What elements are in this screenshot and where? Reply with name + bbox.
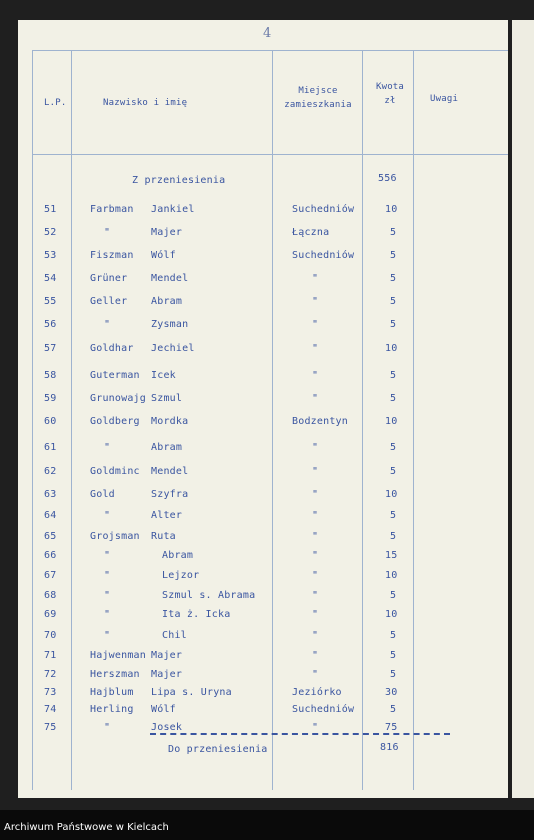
row-surname: Goldhar bbox=[90, 343, 134, 354]
row-place: " bbox=[312, 370, 319, 381]
row-given: Majer bbox=[151, 669, 183, 680]
table-border-top bbox=[32, 50, 508, 51]
row-surname: " bbox=[104, 510, 111, 521]
row-place: Suchedniów bbox=[292, 704, 355, 715]
carry-in-label: Z przeniesienia bbox=[132, 175, 226, 186]
row-given: Abram bbox=[151, 296, 183, 307]
row-given: Majer bbox=[151, 650, 183, 661]
row-lp: 67 bbox=[44, 570, 57, 581]
row-place: " bbox=[312, 609, 319, 620]
row-place: " bbox=[312, 393, 319, 404]
total-dashed-rule bbox=[150, 733, 450, 735]
header-name: Nazwisko i imię bbox=[103, 98, 188, 108]
row-lp: 55 bbox=[44, 296, 57, 307]
row-place: " bbox=[312, 630, 319, 641]
row-lp: 74 bbox=[44, 704, 57, 715]
row-amount: 10 bbox=[385, 343, 398, 354]
row-amount: 5 bbox=[390, 296, 397, 307]
row-amount: 10 bbox=[385, 416, 398, 427]
row-place: " bbox=[312, 722, 319, 733]
row-lp: 71 bbox=[44, 650, 57, 661]
row-place: " bbox=[312, 442, 319, 453]
row-place: " bbox=[312, 590, 319, 601]
row-surname: Geller bbox=[90, 296, 128, 307]
row-surname: " bbox=[104, 570, 111, 581]
carry-out-label: Do przeniesienia bbox=[168, 744, 268, 755]
row-amount: 5 bbox=[390, 510, 397, 521]
row-surname: Hajblum bbox=[90, 687, 134, 698]
row-lp: 68 bbox=[44, 590, 57, 601]
row-lp: 52 bbox=[44, 227, 57, 238]
row-given: Majer bbox=[151, 227, 183, 238]
row-amount: 5 bbox=[390, 466, 397, 477]
row-surname: " bbox=[104, 227, 111, 238]
row-place: " bbox=[312, 550, 319, 561]
row-given: Abram bbox=[162, 550, 194, 561]
row-lp: 75 bbox=[44, 722, 57, 733]
row-given: Ruta bbox=[151, 531, 176, 542]
row-surname: Herling bbox=[90, 704, 134, 715]
header-lp: L.P. bbox=[44, 98, 67, 108]
row-given: Chil bbox=[162, 630, 187, 641]
row-lp: 65 bbox=[44, 531, 57, 542]
row-given: Abram bbox=[151, 442, 183, 453]
row-lp: 69 bbox=[44, 609, 57, 620]
row-surname: Hajwenman bbox=[90, 650, 146, 661]
row-place: " bbox=[312, 489, 319, 500]
next-page-edge bbox=[512, 20, 534, 798]
row-surname: Goldminc bbox=[90, 466, 140, 477]
table-border-left bbox=[32, 50, 33, 790]
row-surname: " bbox=[104, 442, 111, 453]
row-lp: 73 bbox=[44, 687, 57, 698]
column-divider-amount bbox=[413, 50, 414, 790]
row-surname: " bbox=[104, 630, 111, 641]
row-given: Alter bbox=[151, 510, 183, 521]
row-lp: 59 bbox=[44, 393, 57, 404]
row-lp: 58 bbox=[44, 370, 57, 381]
row-given: Wólf bbox=[151, 250, 176, 261]
column-divider-place bbox=[362, 50, 363, 790]
row-amount: 75 bbox=[385, 722, 398, 733]
row-place: " bbox=[312, 669, 319, 680]
row-lp: 54 bbox=[44, 273, 57, 284]
row-given: Jechiel bbox=[151, 343, 195, 354]
row-given: Mendel bbox=[151, 466, 189, 477]
row-amount: 10 bbox=[385, 204, 398, 215]
row-amount: 5 bbox=[390, 250, 397, 261]
row-amount: 5 bbox=[390, 319, 397, 330]
row-amount: 5 bbox=[390, 704, 397, 715]
row-given: Szmul s. Abrama bbox=[162, 590, 256, 601]
row-lp: 62 bbox=[44, 466, 57, 477]
header-notes: Uwagi bbox=[430, 94, 459, 104]
row-amount: 5 bbox=[390, 669, 397, 680]
row-lp: 57 bbox=[44, 343, 57, 354]
row-amount: 30 bbox=[385, 687, 398, 698]
row-given: Ita ż. Icka bbox=[162, 609, 231, 620]
row-given: Mendel bbox=[151, 273, 189, 284]
row-surname: " bbox=[104, 590, 111, 601]
row-place: " bbox=[312, 466, 319, 477]
row-amount: 5 bbox=[390, 370, 397, 381]
header-separator bbox=[32, 154, 508, 155]
row-amount: 10 bbox=[385, 489, 398, 500]
row-lp: 64 bbox=[44, 510, 57, 521]
row-lp: 60 bbox=[44, 416, 57, 427]
row-surname: Farbman bbox=[90, 204, 134, 215]
header-place: Miejsce zamieszkania bbox=[284, 86, 352, 110]
row-place: Bodzentyn bbox=[292, 416, 348, 427]
carry-in-amount: 556 bbox=[378, 173, 397, 184]
header-amount: Kwota zł bbox=[375, 82, 405, 106]
row-place: " bbox=[312, 510, 319, 521]
row-amount: 5 bbox=[390, 273, 397, 284]
row-amount: 5 bbox=[390, 590, 397, 601]
row-surname: Gold bbox=[90, 489, 115, 500]
row-given: Lejzor bbox=[162, 570, 200, 581]
row-place: " bbox=[312, 343, 319, 354]
row-place: " bbox=[312, 570, 319, 581]
row-surname: Grunowajg bbox=[90, 393, 146, 404]
row-surname: Grüner bbox=[90, 273, 128, 284]
row-surname: " bbox=[104, 722, 111, 733]
row-surname: " bbox=[104, 609, 111, 620]
row-amount: 10 bbox=[385, 570, 398, 581]
row-amount: 5 bbox=[390, 227, 397, 238]
row-lp: 61 bbox=[44, 442, 57, 453]
row-surname: Guterman bbox=[90, 370, 140, 381]
row-place: Suchedniów bbox=[292, 250, 355, 261]
column-divider-name bbox=[272, 50, 273, 790]
row-amount: 15 bbox=[385, 550, 398, 561]
row-given: Mordka bbox=[151, 416, 189, 427]
row-given: Icek bbox=[151, 370, 176, 381]
row-surname: Goldberg bbox=[90, 416, 140, 427]
row-place: " bbox=[312, 273, 319, 284]
row-given: Lipa s. Uryna bbox=[151, 687, 232, 698]
row-lp: 51 bbox=[44, 204, 57, 215]
carry-out-amount: 816 bbox=[380, 742, 399, 753]
row-amount: 5 bbox=[390, 650, 397, 661]
row-given: Zysman bbox=[151, 319, 189, 330]
row-surname: Fiszman bbox=[90, 250, 134, 261]
document-page bbox=[18, 20, 508, 798]
row-amount: 5 bbox=[390, 442, 397, 453]
row-given: Josek bbox=[151, 722, 183, 733]
row-lp: 72 bbox=[44, 669, 57, 680]
page-number: 4 bbox=[263, 26, 272, 41]
row-surname: Grojsman bbox=[90, 531, 140, 542]
row-given: Jankiel bbox=[151, 204, 195, 215]
column-divider-lp bbox=[71, 50, 72, 790]
row-lp: 70 bbox=[44, 630, 57, 641]
row-place: " bbox=[312, 531, 319, 542]
row-surname: " bbox=[104, 319, 111, 330]
row-given: Szmul bbox=[151, 393, 183, 404]
row-given: Wólf bbox=[151, 704, 176, 715]
row-surname: Herszman bbox=[90, 669, 140, 680]
row-given: Szyfra bbox=[151, 489, 189, 500]
row-lp: 66 bbox=[44, 550, 57, 561]
row-place: " bbox=[312, 296, 319, 307]
row-lp: 63 bbox=[44, 489, 57, 500]
row-amount: 5 bbox=[390, 531, 397, 542]
row-lp: 56 bbox=[44, 319, 57, 330]
row-amount: 5 bbox=[390, 393, 397, 404]
row-amount: 5 bbox=[390, 630, 397, 641]
row-place: Jeziórko bbox=[292, 687, 342, 698]
row-lp: 53 bbox=[44, 250, 57, 261]
row-place: " bbox=[312, 319, 319, 330]
row-amount: 10 bbox=[385, 609, 398, 620]
row-place: Suchedniów bbox=[292, 204, 355, 215]
row-place: " bbox=[312, 650, 319, 661]
row-place: Łączna bbox=[292, 227, 330, 238]
archive-name: Archiwum Państwowe w Kielcach bbox=[4, 822, 169, 833]
row-surname: " bbox=[104, 550, 111, 561]
